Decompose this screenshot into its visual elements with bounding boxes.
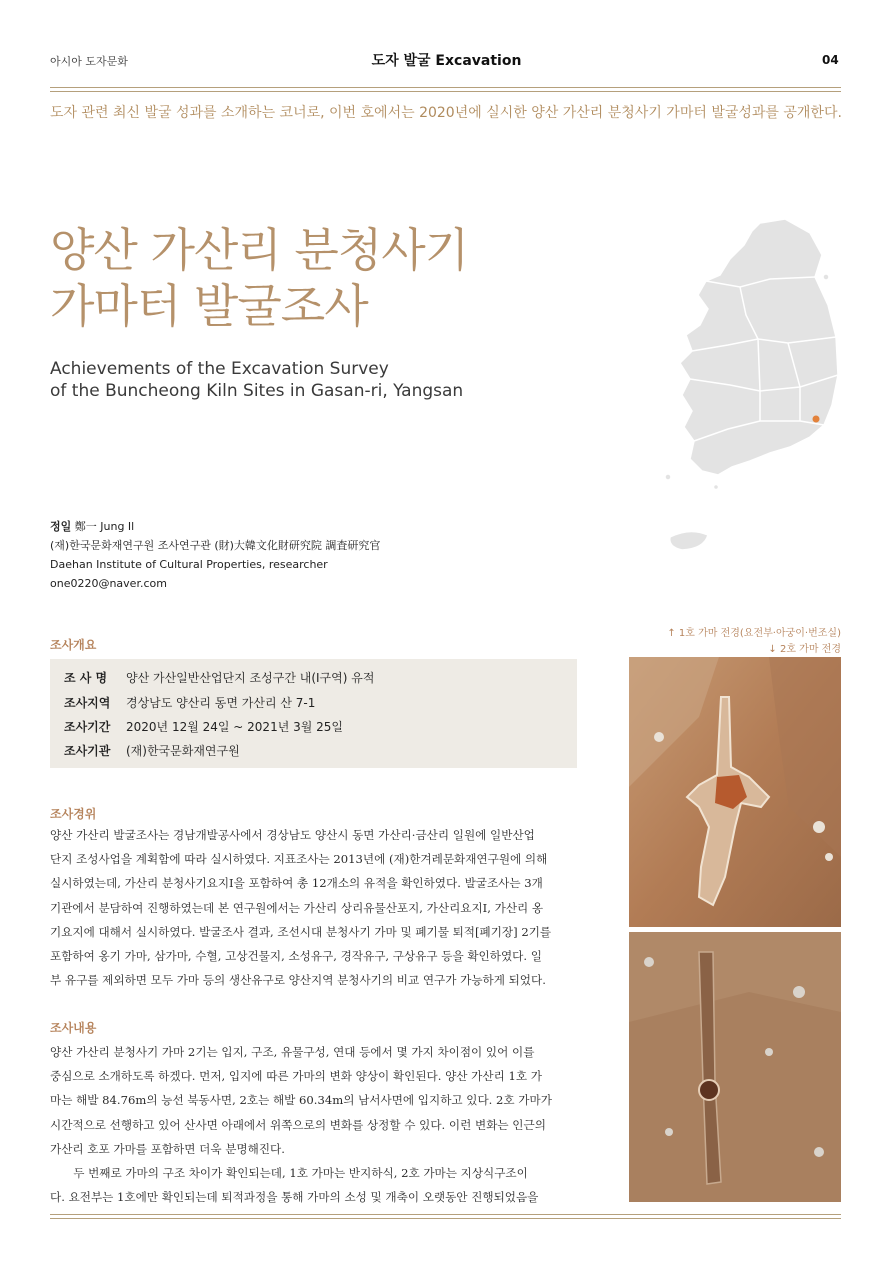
photo-stone: [665, 1128, 673, 1136]
content-paragraph: [50, 1040, 578, 1209]
author-name-line: [50, 517, 380, 536]
background-paragraph: [50, 823, 578, 992]
photo-stone: [825, 853, 833, 861]
english-subtitle: [50, 358, 463, 402]
text-line: 다. 요전부는 1호에만 확인되는데 퇴적과정을 통해 가마의 소성 및 개축이 오랫동안 진행되었음을: [50, 1190, 539, 1205]
text-line: 단지 조성사업을 계획함에 따라 실시하였다. 지표조사는 2013년에 (재)한겨레문화재연구원에 의해: [50, 852, 548, 867]
photo-caption-bottom: ↓ 2호 가마 전경: [768, 644, 841, 655]
header-rule-bottom: [50, 91, 841, 92]
magazine-name: 아시아 도자문화: [50, 55, 128, 68]
text-line: 가산리 호포 가마를 포함하면 더욱 분명해진다.: [50, 1141, 285, 1156]
photo-stone: [644, 957, 654, 967]
subtitle-line-1: Achievements of the Excavation Survey: [50, 359, 389, 379]
author-block: [50, 517, 380, 593]
kiln-2-photo: [629, 932, 841, 1202]
author-email[interactable]: one0220@naver.com: [50, 577, 167, 590]
footer-rule-top: [50, 1214, 841, 1215]
island-dot-3: [823, 274, 829, 280]
overview-label: 조사기관: [64, 744, 111, 758]
title-line-2: 가마터 발굴조사: [50, 279, 368, 333]
text-line: 양산 가산리 발굴조사는 경남개발공사에서 경상남도 양산시 동면 가산리·금산리 일원에 일반산업: [50, 828, 535, 842]
overview-heading: 조사개요: [50, 638, 97, 652]
overview-label: 조사기간: [64, 720, 111, 734]
photo-stone: [765, 1048, 773, 1056]
kiln-2-firebox: [699, 1080, 719, 1100]
island-jeju: [670, 531, 708, 550]
page-title: [50, 222, 468, 334]
overview-label: 조사지역: [64, 696, 111, 710]
kiln-1-photo: [629, 657, 841, 927]
overview-value: 양산 가산일반산업단지 조성구간 내(Ⅰ구역) 유적: [126, 671, 375, 685]
footer-rule-bottom: [50, 1218, 841, 1219]
text-line: 부 유구를 제외하면 모두 가마 등의 생산유구로 양산지역 분청사기의 비교 연구가 가능하게 되었다.: [50, 973, 546, 988]
author-name: 정일: [50, 520, 72, 533]
author-affiliation-en: Daehan Institute of Cultural Properties, researcher: [50, 558, 328, 571]
text-line: 중심으로 소개하도록 하겠다. 먼저, 입지에 따른 가마의 변화 양상이 확인된다. 양산 가산리 1호 가: [50, 1069, 542, 1084]
photo-stone: [813, 821, 825, 833]
overview-row: [64, 694, 315, 711]
overview-row: [64, 742, 240, 759]
author-name-rest: 鄭一 Jung Il: [71, 520, 135, 533]
text-line: 실시하였는데, 가산리 분청사기요지Ⅰ을 포함하여 총 12개소의 유적을 확인하였다. 발굴조사는 3개: [50, 876, 543, 891]
overview-label: 조 사 명: [64, 671, 108, 685]
overview-row: [64, 718, 343, 735]
section-title: 도자 발굴 Excavation: [371, 53, 522, 69]
korea-map: [610, 215, 850, 560]
text-line: 기요지에 대해서 실시하였다. 발굴조사 결과, 조선시대 분청사기 가마 및 폐기물 퇴적[폐기장] 2기를: [50, 924, 552, 939]
content-heading: 조사내용: [50, 1021, 97, 1035]
photo-stone: [814, 1147, 824, 1157]
photo-stone: [793, 986, 805, 998]
page-number: 04: [822, 53, 839, 67]
author-affiliation-ko: (재)한국문화재연구원 조사연구관 (財)大韓文化財研究院 調査研究官: [50, 539, 381, 552]
title-line-1: 양산 가산리 분청사기: [50, 223, 469, 277]
island-dot-2: [714, 485, 719, 490]
text-line: 두 번째로 가마의 구조 차이가 확인되는데, 1호 가마는 반지하식, 2호 가마는 지상식구조이: [73, 1166, 528, 1181]
photo-caption-top: ↑ 1호 가마 전경(요전부·아궁이·번조실): [667, 628, 841, 639]
overview-value: 경상남도 양산리 동면 가산리 산 7-1: [126, 696, 316, 710]
text-line: 양산 가산리 분청사기 가마 2기는 입지, 구조, 유물구성, 연대 등에서 몇 가지 차이점이 있어 이를: [50, 1045, 535, 1059]
island-dot: [665, 474, 671, 480]
overview-row: [64, 669, 374, 686]
photo-stone: [654, 732, 664, 742]
text-line: 시간적으로 선행하고 있어 산사면 아래에서 위쪽으로의 변화를 상정할 수 있다. 이런 변화는 인근의: [50, 1117, 546, 1132]
text-line: 기관에서 분담하여 진행하였는데 본 연구원에서는 가산리 상리유물산포지, 가산리요지Ⅰ, 가산리 옹: [50, 900, 544, 915]
overview-value: (재)한국문화재연구원: [126, 744, 240, 758]
lead-text: 도자 관련 최신 발굴 성과를 소개하는 코너로, 이번 호에서는 2020년에 실시한 양산 가산리 분청사기 가마터 발굴성과를 공개한다.: [50, 105, 842, 121]
background-heading: 조사경위: [50, 807, 97, 821]
site-location-dot: [813, 416, 820, 423]
text-line: 마는 해발 84.76m의 능선 북동사면, 2호는 해발 60.34m의 남서사면에 입지하고 있다. 2호 가마가: [50, 1093, 552, 1108]
header-rule-top: [50, 87, 841, 88]
overview-value: 2020년 12월 24일 ~ 2021년 3월 25일: [126, 720, 344, 734]
overview-box: [50, 659, 577, 768]
subtitle-line-2: of the Buncheong Kiln Sites in Gasan-ri, Yangsan: [50, 381, 464, 401]
text-line: 포함하여 옹기 가마, 삼가마, 수혈, 고상건물지, 소성유구, 경작유구, 구상유구 등을 확인하였다. 일: [50, 949, 542, 964]
